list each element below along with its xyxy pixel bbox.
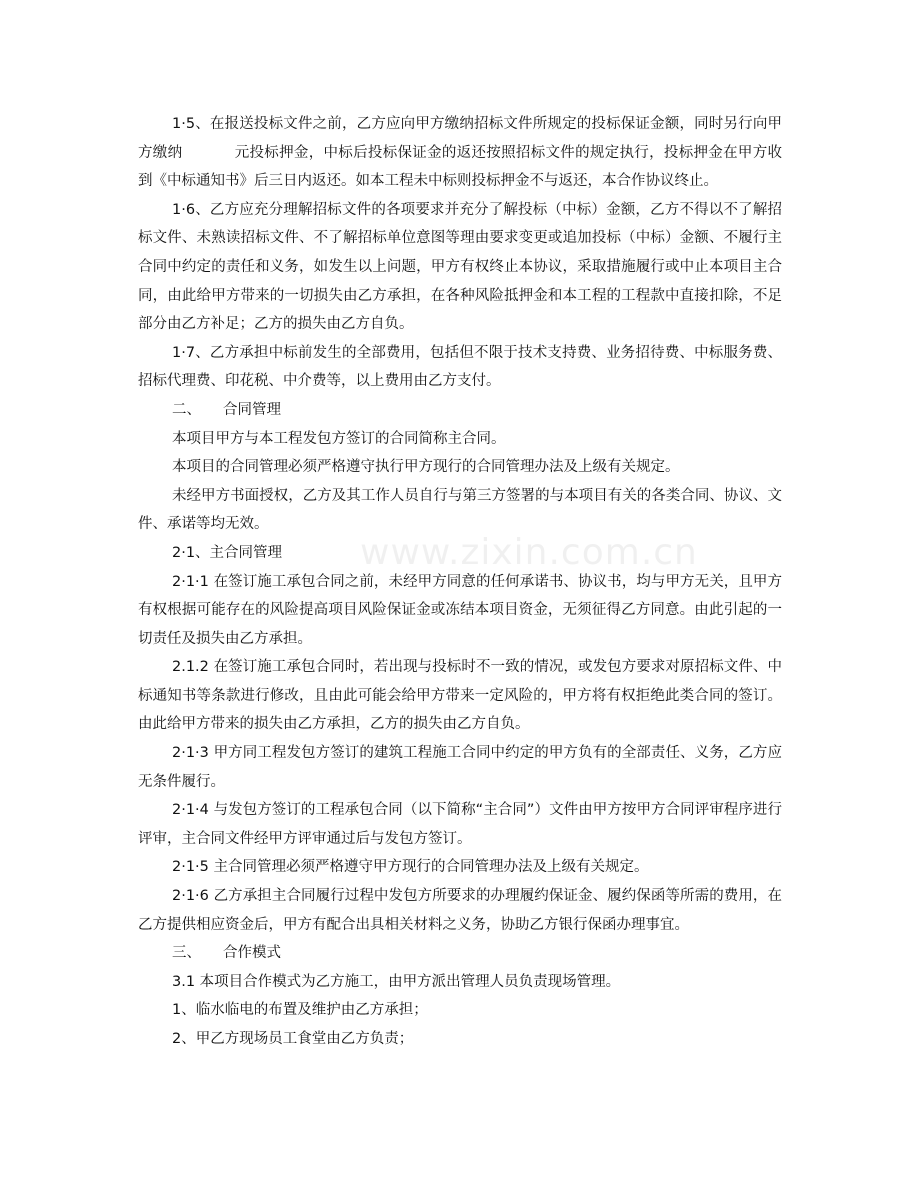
section-2-intro-2: 本项目的合同管理必须严格遵守执行甲方现行的合同管理办法及上级有关规定。 [172, 459, 680, 476]
clause-2-1-1: 2·1·1 在签订施工承包合同之前，未经甲方同意的任何承诺书、协议书，均与甲方无关，且甲方有权根据可能存在的风险提高项目风险保证金或冻结本项目资金，无须征得乙方同意。由此引起的一切责任及损失由乙方承担。 [138, 573, 782, 647]
clause-1-5-part-a: 1·5、在报送投标文件之前，乙方应向甲方缴纳招标文件所规定的投标保证金额，同时另行向甲方缴纳 [138, 116, 782, 161]
section-2-title: 合同管理 [223, 401, 281, 418]
clause-2-1-4: 2·1·4 与发包方签订的工程承包合同（以下简称“主合同”）文件由甲方按甲方合同评审程序进行评审，主合同文件经甲方评审通过后与发包方签订。 [138, 802, 782, 847]
section-2-number: 二、 [172, 401, 201, 418]
clause-1-5-part-b: 元投标押金，中标后投标保证金的返还按照招标文件的规定执行，投标押金在甲方收到《中标通知书》后三日内返还。如本工程未中标则投标押金不与返还，本合作协议终止。 [138, 144, 783, 190]
section-3-number: 三、 [172, 945, 201, 962]
clause-1-6: 1·6、乙方应充分理解招标文件的各项要求并充分了解投标（中标）金额，乙方不得以不了解招标文件、未熟读招标文件、不了解招标单位意图等理由要求变更或追加投标（中标）金额、不履行主合同中约定的责任和义务，如发生以上问题，甲方有权终止本协议，采取措施履行或中止本项目主合同，由此给甲方带来的一切损失由乙方承担，在各种风险抵押金和本工程的工程款中直接扣除，不足部分由乙方补足；乙方的损失由乙方自负。 [138, 201, 782, 333]
section-heading-3 [138, 939, 782, 968]
clause-2-1-6: 2·1·6 乙方承担主合同履行过程中发包方所要求的办理履约保证金、履约保函等所需的费用，在乙方提供相应资金后，甲方有配合出具相关材料之义务，协助乙方银行保函办理事宜。 [138, 888, 782, 933]
section-2-intro-3: 未经甲方书面授权，乙方及其工作人员自行与第三方签署的与本项目有关的各类合同、协议、文件、承诺等均无效。 [138, 487, 782, 533]
section-3-title: 合作模式 [223, 945, 281, 962]
document-body [138, 110, 782, 1054]
watermark: www.zixin.com.cn [360, 532, 698, 573]
clause-2-1-3: 2·1·3 甲方同工程发包方签订的建筑工程施工合同中约定的甲方负有的全部责任、义务，乙方应无条件履行。 [138, 745, 782, 790]
clause-1-7: 1·7、乙方承担中标前发生的全部费用，包括但不限于技术支持费、业务招待费、中标服务费、招标代理费、印花税、中介费等，以上费用由乙方支付。 [138, 344, 782, 390]
clause-2-1: 2·1、主合同管理 [172, 544, 283, 561]
section-heading-2 [138, 396, 782, 425]
clause-2-1-2: 2.1.2 在签订施工承包合同时，若出现与投标时不一致的情况，或发包方要求对原招标文件、中标通知书等条款进行修改，且由此可能会给甲方带来一定风险的，甲方将有权拒绝此类合同的签订。由此给甲方带来的损失由乙方承担，乙方的损失由乙方自负。 [138, 659, 782, 733]
clause-1-5 [138, 110, 782, 196]
clause-3-1: 3.1 本项目合作模式为乙方施工，由甲方派出管理人员负责现场管理。 [172, 973, 621, 990]
clause-3-item-1: 1、临水临电的布置及维护由乙方承担； [172, 1002, 428, 1019]
clause-2-1-5: 2·1·5 主合同管理必须严格遵守甲方现行的合同管理办法及上级有关规定。 [172, 859, 649, 876]
section-2-intro-1: 本项目甲方与本工程发包方签订的合同简称主合同。 [172, 430, 506, 447]
clause-3-item-2: 2、甲乙方现场员工食堂由乙方负责； [172, 1031, 414, 1047]
